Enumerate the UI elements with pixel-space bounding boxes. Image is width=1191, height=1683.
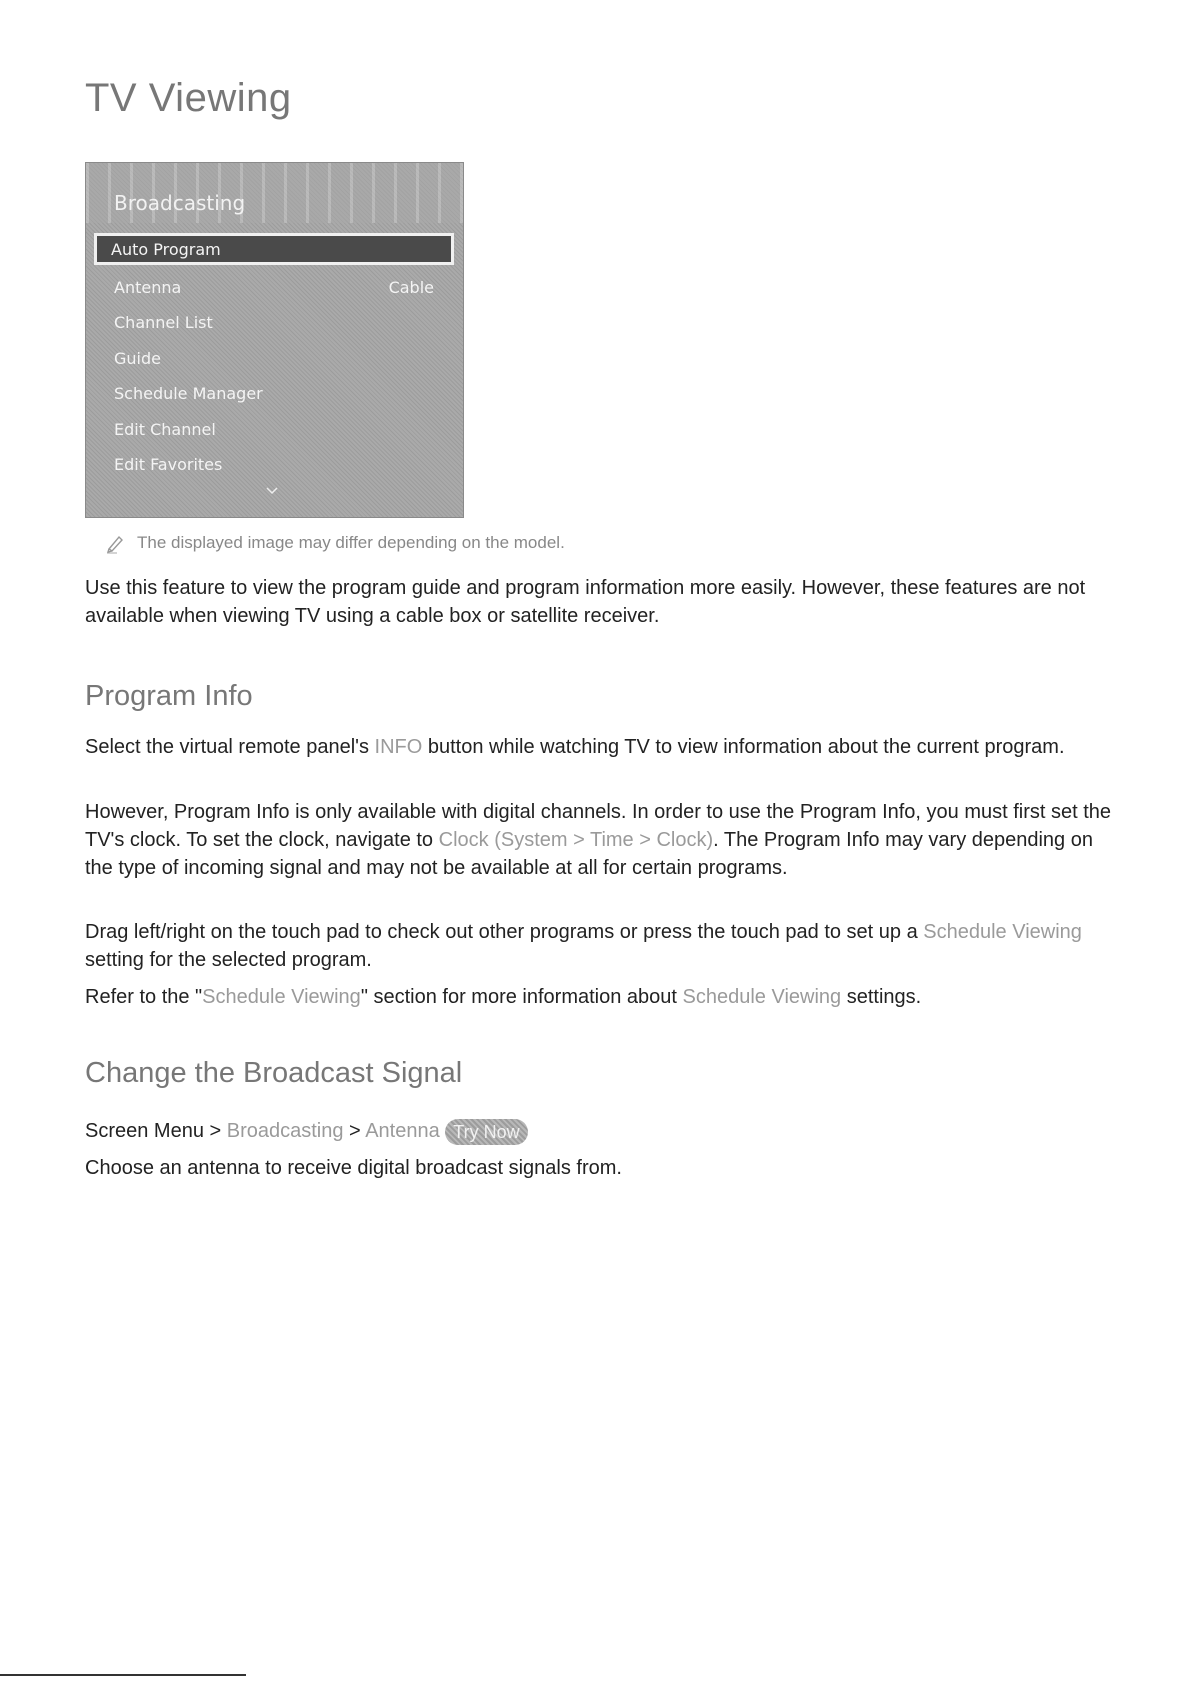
program-info-paragraph-3: Drag left/right on the touch pad to check out other programs or press the touch pad to set up a Schedule Viewing setting for the selected program. xyxy=(85,921,1082,971)
info-button-ref: INFO xyxy=(374,736,423,758)
menu-item-value: Cable xyxy=(388,278,434,297)
broadcast-signal-description: Choose an antenna to receive digital broadcast signals from. xyxy=(85,1157,622,1179)
schedule-viewing-link[interactable]: Schedule Viewing xyxy=(202,986,361,1008)
broadcasting-menu-ref[interactable]: Broadcasting xyxy=(226,1120,344,1142)
clock-menu-path[interactable]: Clock (System > Time > Clock) xyxy=(438,829,714,851)
menu-item-label: Channel List xyxy=(114,313,213,332)
tv-menu-screenshot xyxy=(85,162,464,518)
program-info-paragraph-4: Refer to the "Schedule Viewing" section for more information about Schedule Viewing settings. xyxy=(85,986,922,1008)
page-title: TV Viewing xyxy=(85,76,292,120)
antenna-menu-ref[interactable]: Antenna xyxy=(365,1120,440,1142)
menu-item-edit-favorites[interactable] xyxy=(114,455,434,474)
menu-item-label: Schedule Manager xyxy=(114,384,263,403)
menu-item-label: Auto Program xyxy=(111,240,221,259)
menu-item-schedule-manager[interactable] xyxy=(114,384,434,403)
footer-divider xyxy=(0,1674,246,1676)
chevron-down-icon[interactable] xyxy=(266,485,278,497)
try-now-button[interactable]: Try Now xyxy=(445,1119,527,1145)
menu-item-channel-list[interactable] xyxy=(114,313,434,332)
menu-item-selected[interactable] xyxy=(94,233,454,265)
program-info-paragraph-2: However, Program Info is only available with digital channels. In order to use the Program Info, you must first set the TV's clock. To set the clock, navigate to Clock (System > Time > Clock). The Program Info may vary depending on the type of incoming signal and may not be available at all for certain programs. xyxy=(85,801,1112,879)
menu-title: Broadcasting xyxy=(114,191,246,215)
intro-paragraph: Use this feature to view the program guide and program information more easily. However, these features are not available when viewing TV using a cable box or satellite receiver. xyxy=(85,577,1086,627)
section-heading-broadcast-signal: Change the Broadcast Signal xyxy=(85,1057,463,1089)
menu-item-guide[interactable] xyxy=(114,349,434,368)
menu-item-antenna[interactable] xyxy=(114,278,434,297)
menu-item-label: Edit Channel xyxy=(114,420,216,439)
schedule-viewing-link[interactable]: Schedule Viewing xyxy=(682,986,842,1008)
program-info-paragraph-1: Select the virtual remote panel's INFO button while watching TV to view information about the current program. xyxy=(85,736,1065,758)
menu-path: Screen Menu > Broadcasting > Antenna Try Now xyxy=(85,1117,1125,1145)
pencil-icon xyxy=(105,532,125,554)
menu-item-label: Antenna xyxy=(114,278,182,297)
menu-item-label: Guide xyxy=(114,349,161,368)
schedule-viewing-link[interactable]: Schedule Viewing xyxy=(923,921,1082,943)
note-text: The displayed image may differ depending on the model. xyxy=(137,533,565,552)
menu-item-edit-channel[interactable] xyxy=(114,420,434,439)
section-heading-program-info: Program Info xyxy=(85,680,253,712)
menu-item-label: Edit Favorites xyxy=(114,455,223,474)
note xyxy=(105,532,565,554)
